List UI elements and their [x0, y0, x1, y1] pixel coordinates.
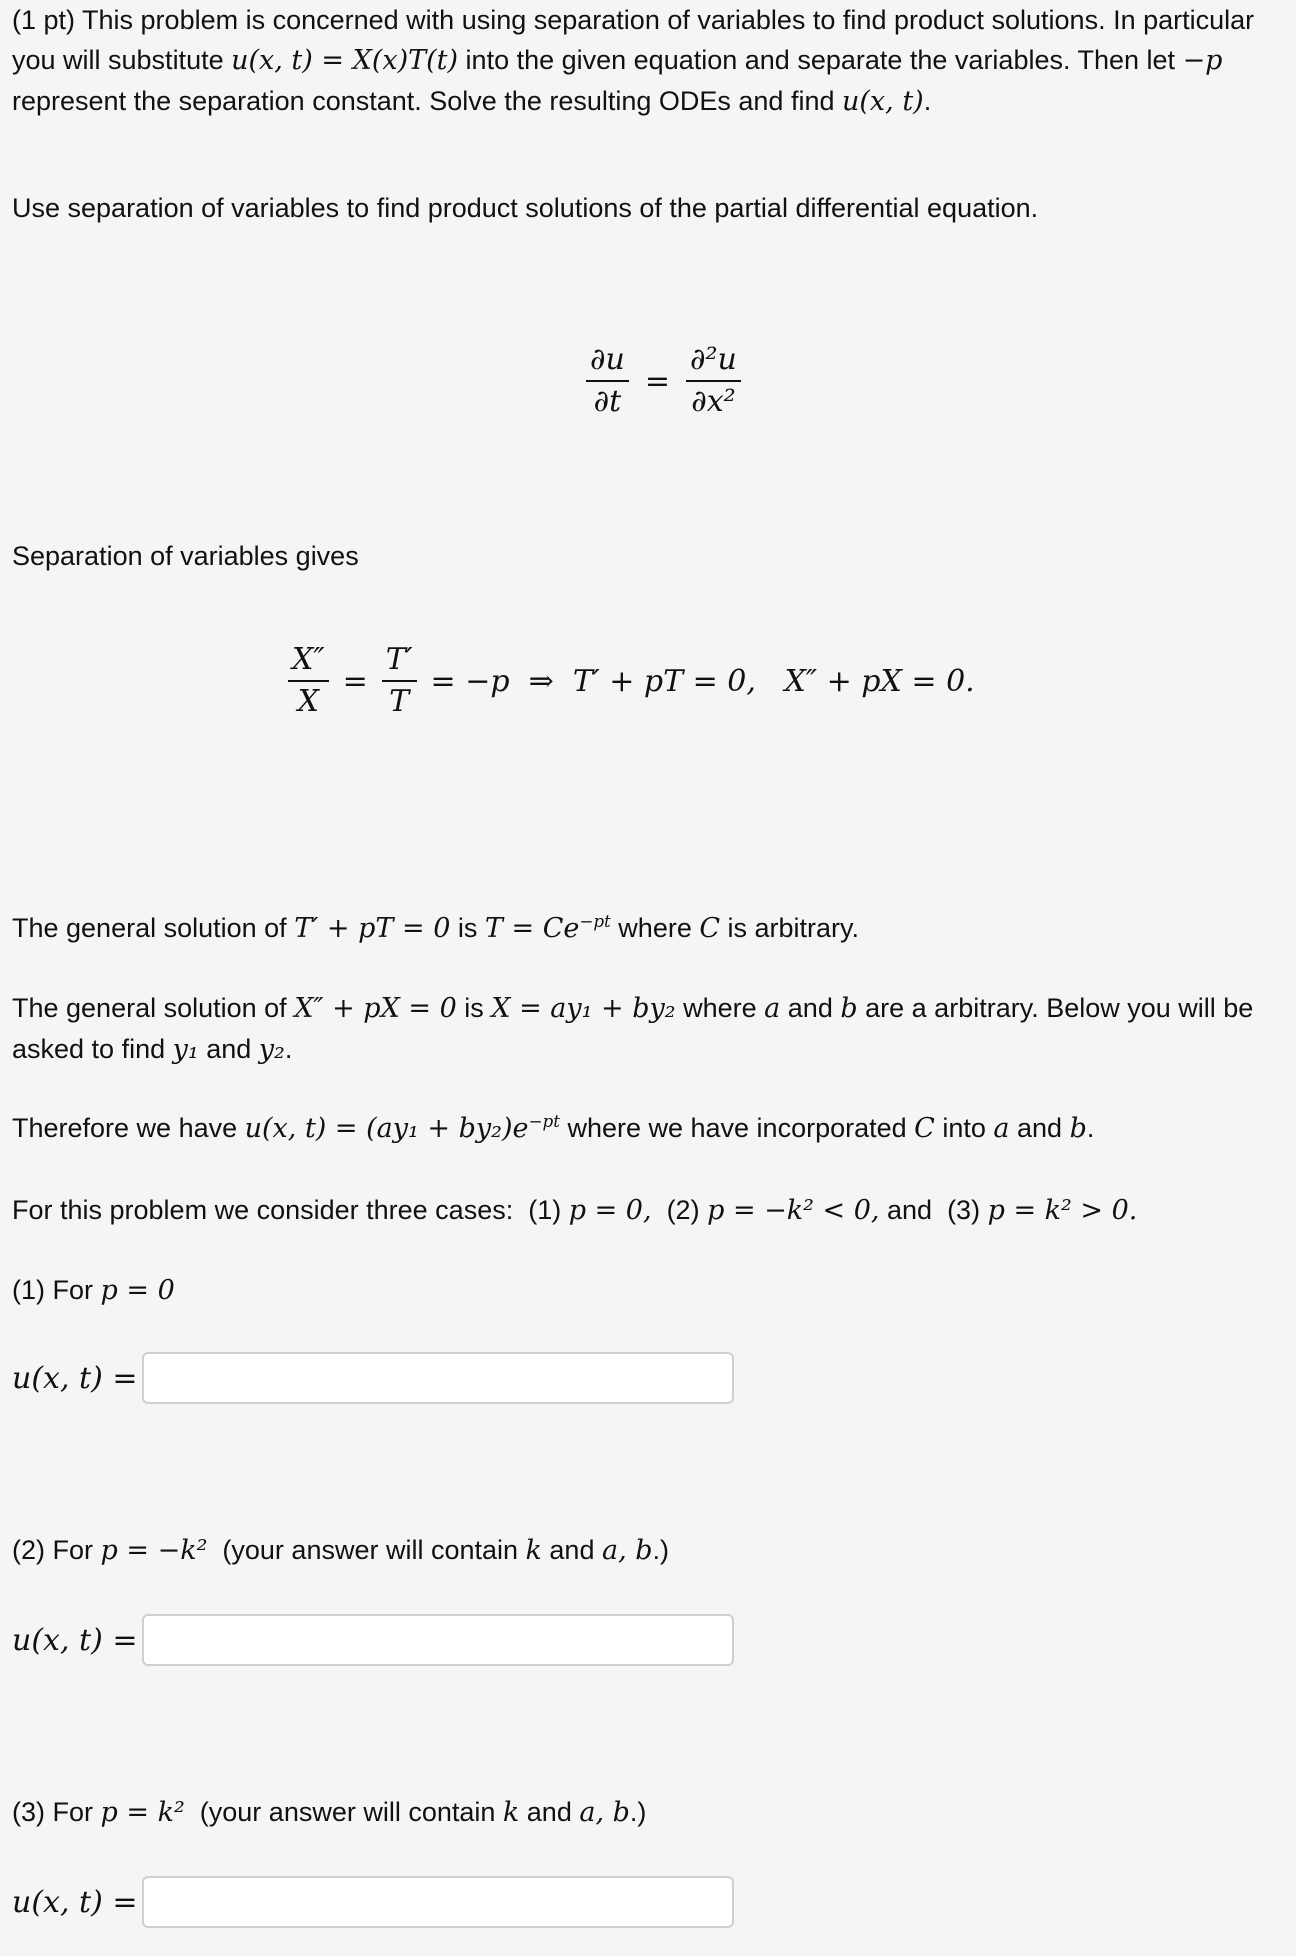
text-span: where we have incorporated: [559, 1113, 915, 1143]
sep-x-den: X: [297, 684, 319, 719]
case-label: (3) For: [12, 1797, 101, 1827]
var-ab: a, b: [601, 1535, 653, 1566]
text-span: .: [1086, 1113, 1095, 1143]
ode-t: T′ + pT = 0: [294, 913, 451, 944]
var-y2: y₂: [258, 1034, 285, 1065]
solution-t-exponent: −pt: [579, 911, 611, 931]
substitution-expr: u(x, t) = X(x)T(t): [231, 45, 459, 76]
text-span: Therefore we have: [12, 1113, 245, 1143]
var-b: b: [840, 993, 858, 1024]
intro-text-2: into the given equation and separate the variables. Then let: [458, 45, 1183, 75]
instruction-text: Use separation of variables to find product solutions of the partial differential equation.: [12, 193, 1039, 223]
text-span: and: [541, 1535, 602, 1565]
var-k: k: [525, 1535, 542, 1566]
text-span: where: [610, 913, 700, 943]
text-span: For this problem we consider three cases: (1): [12, 1195, 569, 1225]
case-condition: p = 0: [100, 1275, 175, 1306]
pde-rhs-fraction: [686, 340, 741, 422]
text-span: is arbitrary.: [720, 913, 860, 943]
solution-t: T = Ce: [484, 913, 580, 944]
general-solution-t: [12, 908, 1256, 949]
pde-rhs-num: ∂²u: [686, 340, 741, 382]
separation-constant: −p: [1182, 45, 1223, 76]
case-note: (your answer will contain: [207, 1535, 526, 1565]
case3-answer-row: [12, 1876, 734, 1928]
answer-label: u(x, t) =: [12, 1622, 138, 1658]
answer-label: u(x, t) =: [12, 1884, 138, 1920]
text-span: .): [652, 1535, 670, 1565]
text-span: The general solution of: [12, 913, 295, 943]
pde-lhs-num: ∂u: [586, 340, 629, 382]
case-condition: p = k²: [100, 1797, 185, 1828]
sep-rest: = −p ⇒ T′ + pT = 0, X″ + pX = 0.: [430, 663, 975, 699]
var-a: a: [764, 993, 781, 1024]
pde-lhs-den: ∂t: [593, 384, 622, 419]
case2-heading: [12, 1530, 1256, 1571]
case1-answer-input[interactable]: [142, 1352, 734, 1404]
text-span: and (3): [879, 1195, 988, 1225]
var-b: b: [1069, 1113, 1087, 1144]
separation-equation: [282, 640, 975, 722]
case1-heading: [12, 1270, 1256, 1311]
text-span: .: [284, 1034, 293, 1064]
text-span: into: [934, 1113, 994, 1143]
intro-paragraph: [12, 0, 1256, 122]
var-ab: a, b: [579, 1797, 630, 1828]
constant-c: C: [699, 913, 721, 944]
case3-condition: p = k² > 0.: [987, 1195, 1138, 1226]
text-span: and: [780, 993, 841, 1023]
case3-answer-input[interactable]: [142, 1876, 734, 1928]
intro-text-3: represent the separation constant. Solve the resulting ODEs and find: [12, 86, 842, 116]
text-span: is: [456, 993, 492, 1023]
constant-c: C: [914, 1113, 935, 1144]
pde-rhs-den: ∂x²: [691, 384, 736, 419]
case1-condition: p = 0,: [568, 1195, 652, 1226]
case-note: (your answer will contain: [184, 1797, 503, 1827]
intro-end: .: [923, 86, 932, 116]
case2-answer-row: [12, 1614, 734, 1666]
sep-fraction-x: [288, 640, 329, 722]
text-span: where: [675, 993, 765, 1023]
text-span: is: [450, 913, 485, 943]
separation-label: Separation of variables gives: [12, 541, 359, 571]
case-condition: p = −k²: [100, 1535, 208, 1566]
var-a: a: [993, 1113, 1010, 1144]
general-u-exponent: −pt: [528, 1111, 560, 1131]
case3-heading: [12, 1792, 1256, 1833]
text-span: (2): [651, 1195, 708, 1225]
solution-x: X = ay₁ + by₂: [491, 993, 676, 1024]
text-span: .): [629, 1797, 647, 1827]
text-span: The general solution of: [12, 993, 295, 1023]
intro-text: (1 pt) This problem is concerned with using separation of variables to find product solutions. In particular you will substitute: [12, 5, 1255, 75]
pde-equals: =: [644, 363, 670, 399]
case-label: (1) For: [12, 1275, 101, 1305]
var-k: k: [502, 1797, 520, 1828]
therefore-line: [12, 1108, 1256, 1149]
u-expr: u(x, t): [842, 86, 924, 117]
general-solution-x: [12, 988, 1256, 1070]
case2-answer-input[interactable]: [142, 1614, 734, 1666]
sep-equals: =: [342, 663, 368, 699]
cases-line: [12, 1190, 1256, 1231]
answer-label: u(x, t) =: [12, 1360, 138, 1396]
sep-t-den: T: [389, 684, 410, 719]
text-span: and: [519, 1797, 580, 1827]
case-label: (2) For: [12, 1535, 101, 1565]
sep-t-num: T′: [382, 640, 417, 682]
sep-fraction-t: [382, 640, 417, 722]
text-span: and: [1009, 1113, 1070, 1143]
general-u-expr: u(x, t) = (ay₁ + by₂)e: [244, 1113, 529, 1144]
pde-equation: [580, 340, 747, 422]
var-y1: y₁: [172, 1034, 199, 1065]
pde-lhs-fraction: [586, 340, 629, 422]
text-span: are a arbitrary. Below you will be asked to find: [12, 993, 1254, 1064]
case2-condition: p = −k² < 0,: [707, 1195, 880, 1226]
ode-x: X″ + pX = 0: [294, 993, 457, 1024]
text-span: and: [198, 1034, 259, 1064]
case1-answer-row: [12, 1352, 734, 1404]
sep-x-num: X″: [288, 640, 329, 682]
